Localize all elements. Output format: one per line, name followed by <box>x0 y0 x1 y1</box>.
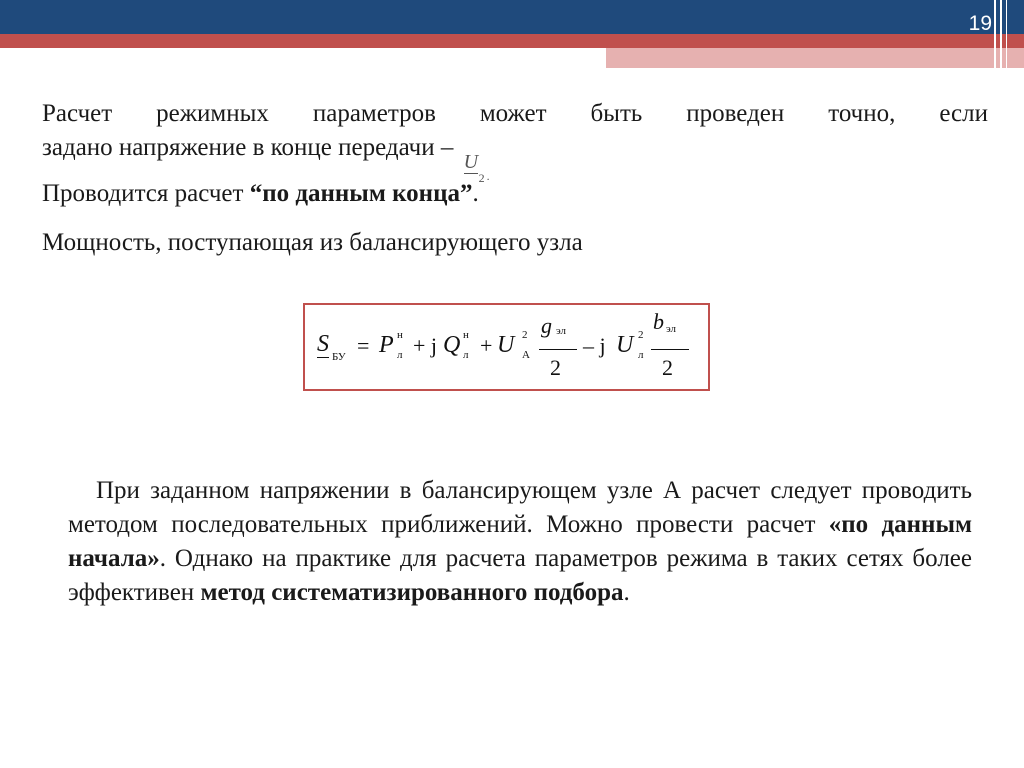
body-bold-1: «по данным начала» <box>68 511 972 572</box>
text-line-3-bold: “по данным конца” <box>249 180 473 207</box>
formula-denominator-1: 2 <box>550 355 561 380</box>
formula-S-sub: БУ <box>332 351 346 363</box>
formula-U-A-sup: 2 <box>522 329 528 341</box>
header-stripe <box>1006 0 1007 68</box>
formula-eq: = <box>357 333 370 358</box>
formula-U-A: U <box>497 332 515 358</box>
text-line-3 <box>42 177 479 211</box>
u2-letter: U <box>463 151 479 173</box>
formula-P: P <box>379 332 394 358</box>
u2-index: 2 <box>478 171 485 185</box>
body-text-a: При заданном напряжении в балансирующем узле А расчет следует проводить методом последовательных приближений. Можно провести расчет <box>68 477 972 538</box>
formula-denominator-2: 2 <box>662 355 673 380</box>
formula-plus: + <box>480 333 493 358</box>
header-accent-bar <box>0 34 1024 48</box>
header-accent-pink <box>606 48 1024 68</box>
text-line-1: Расчет режимных параметров может быть проведен точно, если <box>42 100 988 127</box>
body-text-b: . Однако на практике для расчета параметров режима в таких сетях более эффективен <box>68 545 972 606</box>
fraction-line-g <box>539 349 577 350</box>
text-line-4: Мощность, поступающая из балансирующего узла <box>42 229 583 256</box>
header-bar <box>0 0 1024 34</box>
formula-S: S <box>317 331 329 357</box>
formula-g-sub: эл <box>556 325 567 337</box>
formula-minus-j: – j <box>583 333 606 358</box>
header-stripe <box>1000 0 1002 68</box>
formula-b-sub: эл <box>666 323 677 335</box>
text-line-2-main: задано напряжение в конце передачи – <box>42 134 454 161</box>
formula-Q-sup: н <box>463 329 469 341</box>
formula-plus-j: + j <box>413 333 438 358</box>
formula-P-sub: л <box>397 349 403 361</box>
formula-g: g <box>541 313 552 338</box>
text-line-3-main: Проводится расчет <box>42 180 244 207</box>
formula-b: b <box>653 309 664 334</box>
formula-U-l: U <box>616 332 634 358</box>
text-line-2 <box>42 131 500 185</box>
body-bold-2: метод систематизированного подбора <box>200 579 624 606</box>
formula-box <box>303 303 710 391</box>
formula-Q: Q <box>443 332 461 358</box>
body-text-end: . <box>623 579 630 606</box>
text-line-3-end: . <box>472 180 479 207</box>
fraction-line-b <box>651 349 689 350</box>
formula-Q-sub: л <box>463 349 469 361</box>
header-stripe <box>994 0 996 68</box>
formula-P-sup: н <box>397 329 403 341</box>
formula-U-l-sub: л <box>638 349 644 361</box>
body-paragraph <box>68 474 972 610</box>
u2-dot: . <box>486 169 490 183</box>
formula-U-A-sub: А <box>522 349 530 361</box>
slide-number: 19 <box>968 12 992 35</box>
formula-U-l-sup: 2 <box>638 329 644 341</box>
